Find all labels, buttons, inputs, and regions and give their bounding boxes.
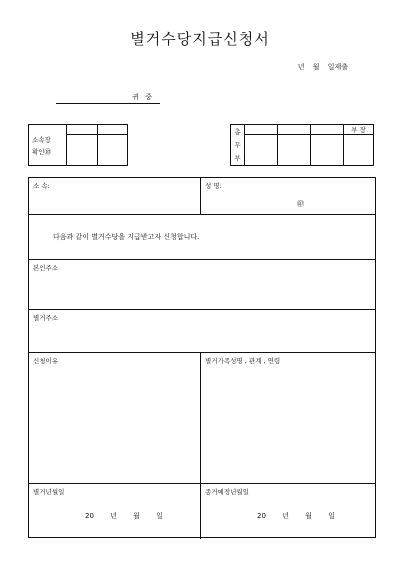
approval-cell[interactable] bbox=[344, 135, 374, 166]
recipient-line: 귀 중 bbox=[56, 92, 160, 104]
form-title: 별거수당지급신청서 bbox=[130, 30, 270, 48]
separate-address-row[interactable] bbox=[29, 310, 375, 353]
manager-label-cell: 부 장 bbox=[344, 125, 374, 135]
confirm-seal-label: 확인㊞ bbox=[32, 147, 52, 156]
self-address-label: 본인주소 bbox=[33, 264, 59, 272]
dates-row bbox=[29, 484, 375, 539]
application-form bbox=[28, 177, 376, 538]
separation-date-value: 20 년 월 일 bbox=[85, 512, 163, 520]
supervisor-confirm-cell bbox=[29, 125, 67, 166]
family-field[interactable] bbox=[200, 353, 377, 483]
application-statement: 다음과 같이 별거수당을 지급받고자 신청합니다. bbox=[53, 233, 200, 241]
name-field[interactable] bbox=[200, 178, 377, 214]
approval-cell[interactable] bbox=[245, 135, 278, 166]
name-label: 성 명: bbox=[205, 182, 222, 190]
end-date-value: 20 년 월 일 bbox=[257, 512, 335, 520]
approval-cell[interactable] bbox=[97, 135, 128, 166]
side-label-char: 무 bbox=[234, 140, 241, 149]
approval-box-left bbox=[28, 124, 128, 166]
side-label-char: 총 bbox=[234, 127, 241, 136]
approval-cell[interactable] bbox=[278, 125, 311, 135]
reason-family-row bbox=[29, 353, 375, 484]
reason-label: 신청이유 bbox=[33, 357, 59, 365]
separation-date-field[interactable] bbox=[29, 484, 200, 539]
seal-mark: ㊞ bbox=[297, 200, 304, 208]
approval-cell[interactable] bbox=[67, 135, 98, 166]
affiliation-label: 소 속: bbox=[33, 182, 50, 190]
submission-date-line: 년 월 일제출 bbox=[297, 63, 348, 71]
approval-box-right bbox=[230, 124, 374, 166]
reason-field[interactable] bbox=[29, 353, 200, 483]
affiliation-name-row bbox=[29, 178, 375, 215]
general-affairs-label-cell bbox=[231, 125, 245, 166]
end-date-field[interactable] bbox=[200, 484, 377, 539]
approval-cell[interactable] bbox=[311, 125, 344, 135]
supervisor-label: 소속장 bbox=[32, 135, 51, 144]
approval-cell[interactable] bbox=[311, 135, 344, 166]
self-address-row[interactable] bbox=[29, 260, 375, 310]
end-date-label: 종거예정년월일 bbox=[205, 488, 249, 496]
separation-date-label: 별거년월일 bbox=[33, 488, 65, 496]
family-label: 별거가족성명 , 관계 , 연령 bbox=[205, 357, 281, 365]
approval-cell[interactable] bbox=[278, 135, 311, 166]
approval-cell[interactable] bbox=[245, 125, 278, 135]
approval-cell[interactable] bbox=[67, 125, 98, 135]
approval-cell[interactable] bbox=[97, 125, 128, 135]
separate-address-label: 별거주소 bbox=[33, 314, 59, 322]
side-label-char: 부 bbox=[234, 153, 241, 162]
affiliation-field[interactable] bbox=[29, 178, 200, 214]
statement-row bbox=[29, 215, 375, 260]
